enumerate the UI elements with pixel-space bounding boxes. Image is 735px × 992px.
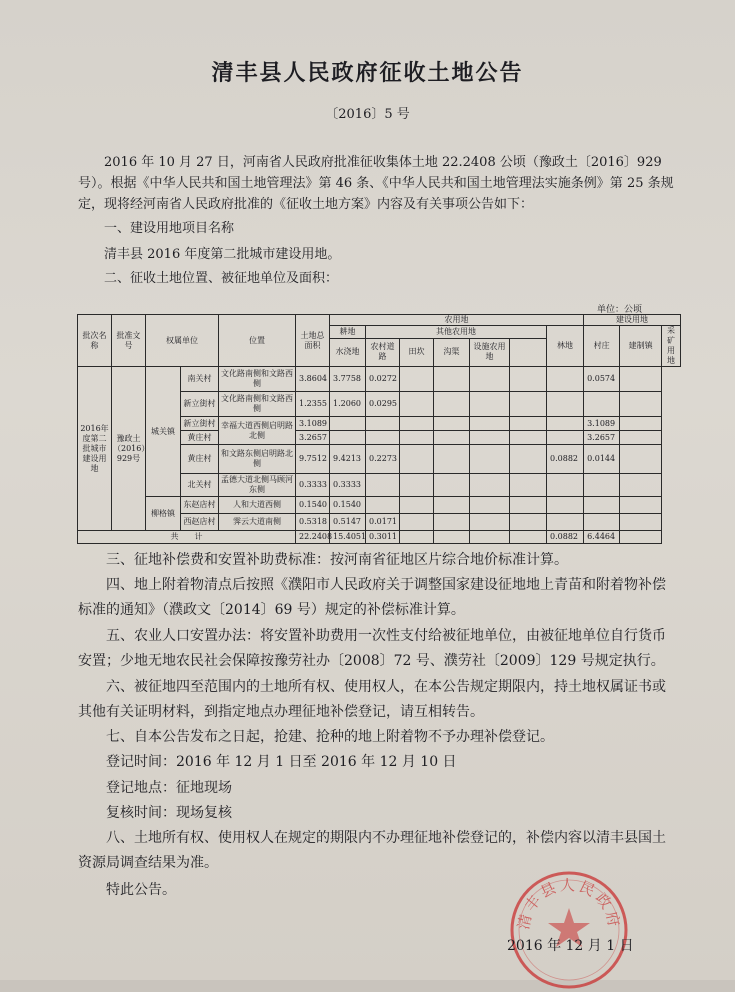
mining-cell bbox=[620, 514, 662, 531]
road-cell: 0.2273 bbox=[366, 445, 400, 474]
village-land-cell bbox=[547, 367, 584, 392]
facility-cell bbox=[470, 392, 510, 417]
facility-cell bbox=[470, 531, 510, 544]
road-cell: 0.0171 bbox=[366, 514, 400, 531]
seal-text: 清丰县人民政府 bbox=[514, 876, 624, 932]
village-land-cell bbox=[547, 497, 584, 514]
village-cell: 新立街村 bbox=[181, 417, 219, 431]
location-cell: 幸福大道西侧启明路北侧 bbox=[219, 417, 296, 445]
paddy-cell: 0.5147 bbox=[330, 514, 366, 531]
notice-date: 2016 年 12 月 1 日 bbox=[507, 938, 634, 954]
review-time: 复核时间：现场复核 bbox=[106, 805, 232, 821]
total-cell: 0.3333 bbox=[296, 474, 330, 497]
mining-cell bbox=[620, 531, 662, 544]
total-cell: 0.5318 bbox=[296, 514, 330, 531]
field-ridge-cell bbox=[400, 497, 434, 514]
town-land-cell: 0.0144 bbox=[584, 445, 620, 474]
approval-no-cell: 豫政土（2016）929号 bbox=[112, 367, 146, 531]
village-cell: 黄庄村 bbox=[181, 431, 219, 445]
total-cell: 3.1089 bbox=[296, 417, 330, 431]
section-4: 四、地上附着物清点后按照《濮阳市人民政府关于调整国家建设征地地上青苗和附着物补偿标准的通知》（濮政文〔2014〕69 号）规定的补偿标准计算。 bbox=[78, 577, 666, 618]
field-ridge-cell bbox=[400, 445, 434, 474]
village-land-cell bbox=[547, 392, 584, 417]
village-land-cell bbox=[547, 417, 584, 431]
header-construction: 建设用地 bbox=[584, 315, 681, 326]
mining-cell bbox=[620, 445, 662, 474]
mining-cell bbox=[620, 417, 662, 431]
section-8: 八、土地所有权、使用权人在规定的期限内不办理征地补偿登记的，补偿内容以清丰县国土资源局调查结果为准。 bbox=[78, 830, 666, 871]
official-seal-icon bbox=[507, 868, 631, 992]
village-cell: 东赵店村 bbox=[181, 497, 219, 514]
paddy-cell: 0.3333 bbox=[330, 474, 366, 497]
ditch-cell bbox=[434, 417, 470, 431]
ditch-cell bbox=[434, 474, 470, 497]
town-land-cell: 6.4464 bbox=[584, 531, 620, 544]
facility-cell bbox=[470, 367, 510, 392]
town-land-cell: 3.1089 bbox=[584, 417, 620, 431]
field-ridge-cell bbox=[400, 531, 434, 544]
village-cell: 黄庄村 bbox=[181, 445, 219, 474]
village-land-cell bbox=[547, 474, 584, 497]
header-town: 建制镇 bbox=[620, 326, 662, 367]
header-farmland: 农用地 bbox=[330, 315, 584, 326]
total-cell: 9.7512 bbox=[296, 445, 330, 474]
village-cell: 西赵店村 bbox=[181, 514, 219, 531]
notice-title: 清丰县人民政府征收土地公告 bbox=[211, 60, 524, 86]
town-land-cell bbox=[584, 514, 620, 531]
road-cell: 0.0272 bbox=[366, 367, 400, 392]
location-cell: 霁云大道南侧 bbox=[219, 514, 296, 531]
road-cell: 0.0295 bbox=[366, 392, 400, 417]
paddy-cell bbox=[330, 417, 366, 431]
facility-cell bbox=[470, 497, 510, 514]
forest-cell bbox=[510, 474, 547, 497]
village-land-cell bbox=[547, 514, 584, 531]
town-liuge: 柳格镇 bbox=[146, 497, 181, 531]
section-2-heading: 二、征收土地位置、被征地单位及面积： bbox=[104, 271, 339, 286]
ditch-cell bbox=[434, 497, 470, 514]
ditch-cell bbox=[434, 445, 470, 474]
paddy-cell: 15.4051 bbox=[330, 531, 366, 544]
field-ridge-cell bbox=[400, 417, 434, 431]
total-cell: 22.2408 bbox=[296, 531, 330, 544]
facility-cell bbox=[470, 431, 510, 445]
paddy-cell: 3.7758 bbox=[330, 367, 366, 392]
ditch-cell bbox=[434, 392, 470, 417]
forest-cell bbox=[510, 497, 547, 514]
paddy-cell: 0.1540 bbox=[330, 497, 366, 514]
village-land-cell: 0.0882 bbox=[547, 531, 584, 544]
intro-paragraph: 2016 年 10 月 27 日，河南省人民政府批准征收集体土地 22.2408 公顷（豫政土〔2016〕929 号）。根据《中华人民共和国土地管理法》第 46 条、《中华人民共和国土地管理法实施条例》第 25 条规定，现将经河南省人民政府批准的《征收土地方案》内容及有关事项公告如下： bbox=[78, 155, 674, 212]
header-field-ridge: 田坎 bbox=[400, 338, 434, 366]
total-cell: 0.1540 bbox=[296, 497, 330, 514]
section-7: 七、自本公告发布之日起，抢建、抢种的地上附着物不予办理补偿登记。 bbox=[106, 729, 554, 745]
forest-cell bbox=[510, 514, 547, 531]
mining-cell bbox=[620, 431, 662, 445]
field-ridge-cell bbox=[400, 474, 434, 497]
closing-text: 特此公告。 bbox=[106, 882, 176, 898]
town-chengguan: 城关镇 bbox=[146, 367, 181, 497]
header-total: 土地总面积 bbox=[296, 315, 330, 367]
field-ridge-cell bbox=[400, 392, 434, 417]
section-5: 五、农业人口安置办法：将安置补助费用一次性支付给被征地单位，由被征地单位自行货币安置；少地无地农民社会保障按豫劳社办〔2008〕72 号、濮劳社〔2009〕129 号规定执行。 bbox=[78, 628, 666, 669]
field-ridge-cell bbox=[400, 514, 434, 531]
header-cultivated: 耕地 bbox=[330, 326, 366, 339]
paddy-cell bbox=[330, 431, 366, 445]
facility-cell bbox=[470, 474, 510, 497]
village-cell: 新立街村 bbox=[181, 392, 219, 417]
document-number: 〔2016〕5 号 bbox=[325, 107, 410, 122]
paddy-cell: 9.4213 bbox=[330, 445, 366, 474]
registration-time: 登记时间：2016 年 12 月 1 日至 2016 年 12 月 10 日 bbox=[106, 754, 457, 770]
ditch-cell bbox=[434, 531, 470, 544]
town-land-cell: 3.2657 bbox=[584, 431, 620, 445]
header-ditch: 沟渠 bbox=[434, 338, 470, 366]
header-forest: 林地 bbox=[547, 326, 584, 367]
village-land-cell: 0.0882 bbox=[547, 445, 584, 474]
village-cell: 北关村 bbox=[181, 474, 219, 497]
facility-cell bbox=[470, 445, 510, 474]
road-cell bbox=[366, 431, 400, 445]
facility-cell bbox=[470, 514, 510, 531]
location-cell: 孟德大道北侧马顾河东侧 bbox=[219, 474, 296, 497]
header-mining: 采矿用地 bbox=[662, 326, 681, 367]
section-3: 三、征地补偿费和安置补助费标准：按河南省征地区片综合地价标准计算。 bbox=[106, 552, 568, 568]
facility-cell bbox=[470, 417, 510, 431]
mining-cell bbox=[620, 392, 662, 417]
table-unit: 单位：公顷 bbox=[597, 305, 643, 315]
town-land-cell bbox=[584, 392, 620, 417]
road-cell bbox=[366, 474, 400, 497]
forest-cell bbox=[510, 367, 547, 392]
town-land-cell bbox=[584, 497, 620, 514]
road-cell bbox=[366, 497, 400, 514]
header-paddy: 水浇地 bbox=[330, 338, 366, 366]
field-ridge-cell bbox=[400, 431, 434, 445]
section-1-heading: 一、建设用地项目名称 bbox=[104, 221, 235, 236]
location-cell: 文化路南侧和文路西侧 bbox=[219, 367, 296, 392]
header-facility: 设施农用地 bbox=[470, 338, 510, 366]
location-cell: 和文路东侧启明路北侧 bbox=[219, 445, 296, 474]
total-cell: 1.2355 bbox=[296, 392, 330, 417]
mining-cell bbox=[620, 367, 662, 392]
header-batch: 批次名称 bbox=[78, 315, 112, 367]
field-ridge-cell bbox=[400, 367, 434, 392]
forest-cell bbox=[510, 417, 547, 431]
village-land-cell bbox=[547, 431, 584, 445]
registration-place: 登记地点：征地现场 bbox=[106, 780, 232, 796]
location-cell: 文化路南侧和文路西侧 bbox=[219, 392, 296, 417]
paddy-cell: 1.2060 bbox=[330, 392, 366, 417]
mining-cell bbox=[620, 497, 662, 514]
forest-cell bbox=[510, 445, 547, 474]
forest-cell bbox=[510, 431, 547, 445]
ditch-cell bbox=[434, 431, 470, 445]
total-cell: 3.8604 bbox=[296, 367, 330, 392]
section-1-body: 清丰县 2016 年度第二批城市建设用地。 bbox=[104, 247, 341, 262]
total-row-label: 共 计 bbox=[78, 531, 296, 544]
town-land-cell: 0.0574 bbox=[584, 367, 620, 392]
header-approval: 批准文号 bbox=[112, 315, 146, 367]
batch-name-cell: 2016年度第二批城市建设用地 bbox=[78, 367, 112, 531]
section-6: 六、被征地四至范围内的土地所有权、使用权人，在本公告规定期限内，持土地权属证书或其他有关证明材料，到指定地点办理征地补偿登记，请互相转告。 bbox=[78, 679, 666, 720]
road-cell: 0.3011 bbox=[366, 531, 400, 544]
header-owner: 权属单位 bbox=[146, 315, 219, 367]
location-cell: 人和大道西侧 bbox=[219, 497, 296, 514]
header-location: 位置 bbox=[219, 315, 296, 367]
header-other-farm: 其他农用地 bbox=[366, 326, 547, 339]
ditch-cell bbox=[434, 514, 470, 531]
total-cell: 3.2657 bbox=[296, 431, 330, 445]
header-village: 村庄 bbox=[584, 326, 620, 367]
village-cell: 南关村 bbox=[181, 367, 219, 392]
mining-cell bbox=[620, 474, 662, 497]
ditch-cell bbox=[434, 367, 470, 392]
road-cell bbox=[366, 417, 400, 431]
land-table bbox=[77, 314, 681, 544]
forest-cell bbox=[510, 392, 547, 417]
forest-cell bbox=[510, 531, 547, 544]
header-road: 农村道路 bbox=[366, 338, 400, 366]
town-land-cell bbox=[584, 474, 620, 497]
